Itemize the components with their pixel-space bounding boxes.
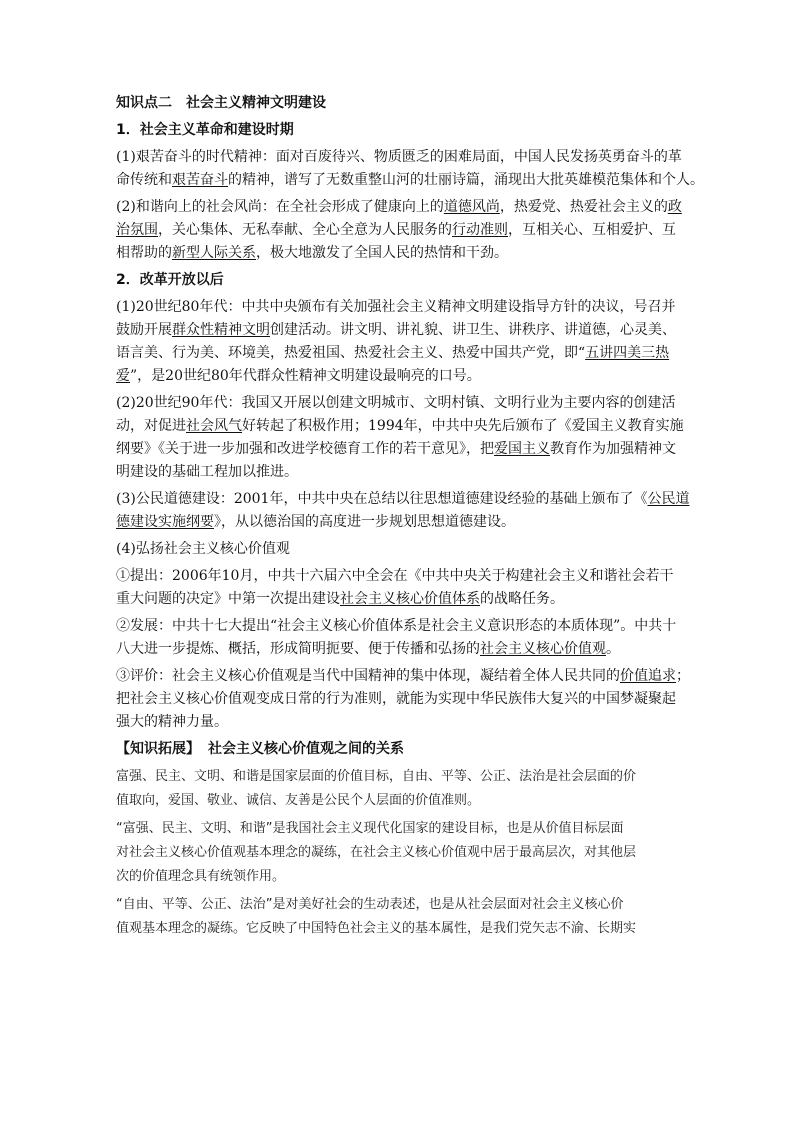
extension-paragraph-national bbox=[116, 817, 682, 889]
paragraph-harmonious-atmosphere bbox=[116, 196, 682, 265]
paragraph-core-values-heading bbox=[116, 538, 682, 561]
text-line: 治氛围，关心集体、无私奉献、全心全意为人民服务的行动准则，互相关心、互相爱护、互 bbox=[116, 222, 676, 238]
keyword-underlined: 社会主义核心价值体系 bbox=[340, 591, 480, 607]
text-line: 富强、民主、文明、和谐是国家层面的价值目标，自由、平等、公正、法治是社会层面的价 bbox=[116, 769, 637, 784]
paragraph-development bbox=[116, 615, 682, 661]
keyword-underlined: 社会主义核心价值观 bbox=[480, 641, 606, 657]
keyword-underlined: 群众性精神文明 bbox=[172, 322, 270, 338]
text-line: 值观基本理念的凝练。它反映了中国特色社会主义的基本属性，是我们党矢志不渝、长期实 bbox=[116, 921, 637, 936]
keyword-underlined: 新型人际关系 bbox=[172, 245, 256, 261]
text-line: “自由、平等、公正、法治”是对美好社会的生动表述，也是从社会层面对社会主义核心价 bbox=[116, 897, 624, 912]
keyword-underlined: 公民道 bbox=[647, 491, 690, 507]
text-line: (2)20世纪90年代：我国又开展以创建文明城市、文明村镇、文明行业为主要内容的创建活 bbox=[116, 395, 676, 411]
text-line: 相帮助的新型人际关系，极大地激发了全国人民的热情和干劲。 bbox=[116, 245, 508, 261]
text-line: 命传统和艰苦奋斗的精神，谱写了无数重整山河的壮丽诗篇，涌现出大批英雄模范集体和个人。 bbox=[116, 172, 704, 188]
keyword-underlined: 道德风尚 bbox=[443, 199, 500, 215]
text-line: (1)艰苦奋斗的时代精神：面对百废待兴、物质匮乏的困难局面，中国人民发扬英勇奋斗的革 bbox=[116, 149, 682, 165]
knowledge-extension-title bbox=[116, 738, 682, 761]
extension-paragraph-levels bbox=[116, 765, 682, 813]
paragraph-hard-struggle bbox=[116, 146, 704, 192]
paragraph-1990s bbox=[116, 392, 682, 484]
keyword-underlined: 五讲四美三热 bbox=[585, 345, 670, 361]
keyword-underlined: 艰苦奋斗 bbox=[172, 172, 228, 188]
keyword-underlined: 德建设实施纲要 bbox=[116, 514, 214, 530]
text-line: (1)20世纪80年代：中共中央颁布有关加强社会主义精神文明建设指导方针的决议，号召并 bbox=[116, 299, 676, 315]
paragraph-proposal bbox=[116, 565, 682, 611]
text-line: 动，对促进社会风气好转起了积极作用；1994年，中共中央先后颁布了《爱国主义教育实施 bbox=[116, 418, 684, 434]
text-line: ③评价：社会主义核心价值观是当代中国精神的集中体现，凝结着全体人民共同的价值追求； bbox=[116, 668, 690, 684]
section-title: 社会主义精神文明建设 bbox=[186, 95, 326, 111]
keyword-underlined: 社会风气 bbox=[186, 418, 242, 434]
text-line: 明建设的基础工程加以推进。 bbox=[116, 464, 298, 480]
text-line: 次的价值理念具有统领作用。 bbox=[116, 869, 286, 884]
keyword-underlined: 政 bbox=[667, 199, 682, 215]
text-line: 对社会主义核心价值观基本理念的凝练，在社会主义核心价值观中居于最高层次，对其他层 bbox=[116, 845, 637, 860]
keyword-underlined: 行动准则 bbox=[452, 222, 508, 238]
extension-paragraph-social bbox=[116, 893, 682, 941]
paragraph-civic-morality bbox=[116, 488, 690, 534]
text-line: (4)弘扬社会主义核心价值观 bbox=[116, 541, 290, 557]
extension-tag: 【知识拓展】 bbox=[116, 741, 200, 757]
text-line: ①提出：2006年10月，中共十六届六中全会在《中共中央关于构建社会主义和谐社会若干 bbox=[116, 568, 674, 584]
text-line: 爱”，是20世纪80年代群众性精神文明建设最响亮的口号。 bbox=[116, 368, 481, 384]
text-line: (2)和谐向上的社会风尚：在全社会形成了健康向上的道德风尚，热爱党、热爱社会主义的政 bbox=[116, 199, 682, 215]
text-line: 把社会主义核心价值观变成日常的行为准则，就能为实现中华民族伟大复兴的中国梦凝聚起 bbox=[116, 691, 676, 707]
text-line: ②发展：中共十七大提出“社会主义核心价值体系是社会主义意识形态的本质体现”。中共十 bbox=[116, 618, 677, 634]
text-line: 鼓励开展群众性精神文明创建活动。讲文明、讲礼貌、讲卫生、讲秩序、讲道德，心灵美、 bbox=[116, 322, 676, 338]
paragraph-1980s bbox=[116, 296, 682, 388]
text-line: (3)公民道德建设：2001年，中共中央在总结以往思想道德建设经验的基础上颁布了《公民道 bbox=[116, 491, 690, 507]
text-line: 重大问题的决定》中第一次提出建设社会主义核心价值体系的战略任务。 bbox=[116, 591, 564, 607]
subsection-1-title: 1．社会主义革命和建设时期 bbox=[116, 122, 294, 138]
subsection-2-title: 2．改革开放以后 bbox=[116, 272, 224, 288]
text-line: 纲要》《关于进一步加强和改进学校德育工作的若干意见》，把爱国主义教育作为加强精神文 bbox=[116, 441, 676, 457]
keyword-underlined: 治氛围 bbox=[116, 222, 158, 238]
extension-title: 社会主义核心价值观之间的关系 bbox=[208, 741, 404, 757]
text-line: 值取向，爱国、敬业、诚信、友善是公民个人层面的价值准则。 bbox=[116, 793, 481, 808]
text-line: 八大进一步提炼、概括，形成简明扼要、便于传播和弘扬的社会主义核心价值观。 bbox=[116, 641, 620, 657]
text-line: 强大的精神力量。 bbox=[116, 714, 228, 730]
section-label: 知识点二 bbox=[116, 95, 172, 111]
keyword-underlined: 价值追求 bbox=[620, 668, 676, 684]
text-line: 德建设实施纲要》，从以德治国的高度进一步规划思想道德建设。 bbox=[116, 514, 515, 530]
keyword-underlined: 爱 bbox=[116, 368, 130, 384]
section-heading bbox=[116, 92, 682, 115]
text-line: 语言美、行为美、环境美，热爱祖国、热爱社会主义、热爱中国共产党，即“五讲四美三热 bbox=[116, 345, 670, 361]
document-page bbox=[116, 92, 704, 945]
keyword-underlined: 爱国主义 bbox=[494, 441, 550, 457]
text-line: “富强、民主、文明、和谐”是我国社会主义现代化国家的建设目标，也是从价值目标层面 bbox=[116, 821, 624, 836]
paragraph-evaluation bbox=[116, 665, 690, 734]
